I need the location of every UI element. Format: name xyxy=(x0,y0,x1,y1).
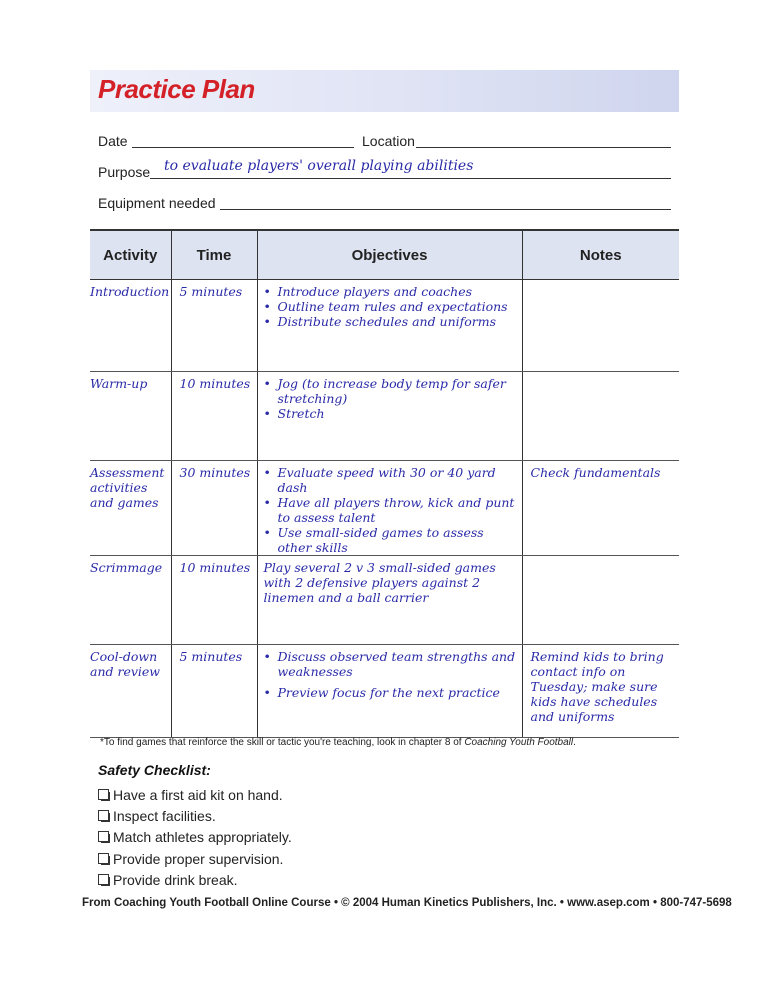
objective-item: • Have all players throw, kick and punt to assess talent xyxy=(264,495,522,525)
time-cell: 10 minutes xyxy=(171,556,257,645)
equipment-field[interactable] xyxy=(220,195,671,211)
notes-cell xyxy=(522,280,679,372)
notes-cell: Remind kids to bring contact info on Tuesday; make sure kids have schedules and uniforms xyxy=(522,645,679,738)
objectives-cell xyxy=(257,645,522,738)
header-notes: Notes xyxy=(522,230,679,280)
date-label: Date xyxy=(98,133,128,149)
location-label: Location xyxy=(362,133,415,149)
activity-cell: Scrimmage xyxy=(90,556,171,645)
table-row xyxy=(90,372,679,461)
objective-item: • Distribute schedules and uniforms xyxy=(264,314,522,329)
purpose-value: to evaluate players' overall playing abilities xyxy=(164,158,474,174)
header-time: Time xyxy=(171,230,257,280)
objectives-cell xyxy=(257,372,522,461)
date-field[interactable] xyxy=(132,133,354,149)
purpose-field[interactable] xyxy=(150,158,671,180)
checklist-item: Inspect facilities. xyxy=(98,808,216,824)
checkbox-icon[interactable] xyxy=(98,789,109,800)
notes-cell xyxy=(522,556,679,645)
table-row xyxy=(90,645,679,738)
checkbox-icon[interactable] xyxy=(98,853,109,864)
header-activity: Activity xyxy=(90,230,171,280)
title-banner xyxy=(90,70,679,112)
objectives-cell: Play several 2 v 3 small-sided games with 2 defensive players against 2 linemen and a ball carrier xyxy=(257,556,522,645)
footnote: *To find games that reinforce the skill or tactic you're teaching, look in chapter 8 of Coaching Youth Football. xyxy=(100,737,576,748)
location-field[interactable] xyxy=(416,133,671,149)
objective-item: • Preview focus for the next practice xyxy=(264,685,522,700)
objective-item: • Use small-sided games to assess other skills xyxy=(264,525,522,555)
time-cell: 5 minutes xyxy=(171,645,257,738)
checkbox-icon[interactable] xyxy=(98,831,109,842)
objective-item: • Introduce players and coaches xyxy=(264,284,522,299)
table-row xyxy=(90,280,679,372)
objective-item: • Discuss observed team strengths and weaknesses xyxy=(264,649,522,679)
practice-table xyxy=(90,229,679,738)
notes-cell: Check fundamentals xyxy=(522,461,679,556)
safety-checklist-title: Safety Checklist: xyxy=(98,762,211,778)
table-row xyxy=(90,461,679,556)
activity-cell: Assessment activities and games xyxy=(90,461,171,556)
table-header-row xyxy=(90,230,679,280)
checklist-item: Provide proper supervision. xyxy=(98,851,283,867)
time-cell: 30 minutes xyxy=(171,461,257,556)
header-objectives: Objectives xyxy=(257,230,522,280)
book-title: Coaching Youth Football xyxy=(464,737,574,748)
activity-cell: Cool-down and review xyxy=(90,645,171,738)
objective-item: • Outline team rules and expectations xyxy=(264,299,522,314)
objective-item: • Stretch xyxy=(264,406,522,421)
purpose-label: Purpose xyxy=(98,164,151,180)
activity-cell: Introduction xyxy=(90,280,171,372)
checklist-item: Provide drink break. xyxy=(98,872,238,888)
time-cell: 5 minutes xyxy=(171,280,257,372)
objective-item: • Jog (to increase body temp for safer stretching) xyxy=(264,376,522,406)
objectives-cell xyxy=(257,461,522,556)
checklist-item: Have a first aid kit on hand. xyxy=(98,787,283,803)
time-cell: 10 minutes xyxy=(171,372,257,461)
objective-item: • Evaluate speed with 30 or 40 yard dash xyxy=(264,465,522,495)
table-row xyxy=(90,556,679,645)
notes-cell xyxy=(522,372,679,461)
activity-cell: Warm-up xyxy=(90,372,171,461)
objectives-cell xyxy=(257,280,522,372)
page-title: Practice Plan xyxy=(98,74,255,104)
checkbox-icon[interactable] xyxy=(98,810,109,821)
checkbox-icon[interactable] xyxy=(98,874,109,885)
page-footer: From Coaching Youth Football Online Course • © 2004 Human Kinetics Publishers, Inc. • www.asep.com • 800-747-5698 xyxy=(82,897,732,909)
equipment-label: Equipment needed xyxy=(98,195,216,211)
checklist-item: Match athletes appropriately. xyxy=(98,829,292,845)
